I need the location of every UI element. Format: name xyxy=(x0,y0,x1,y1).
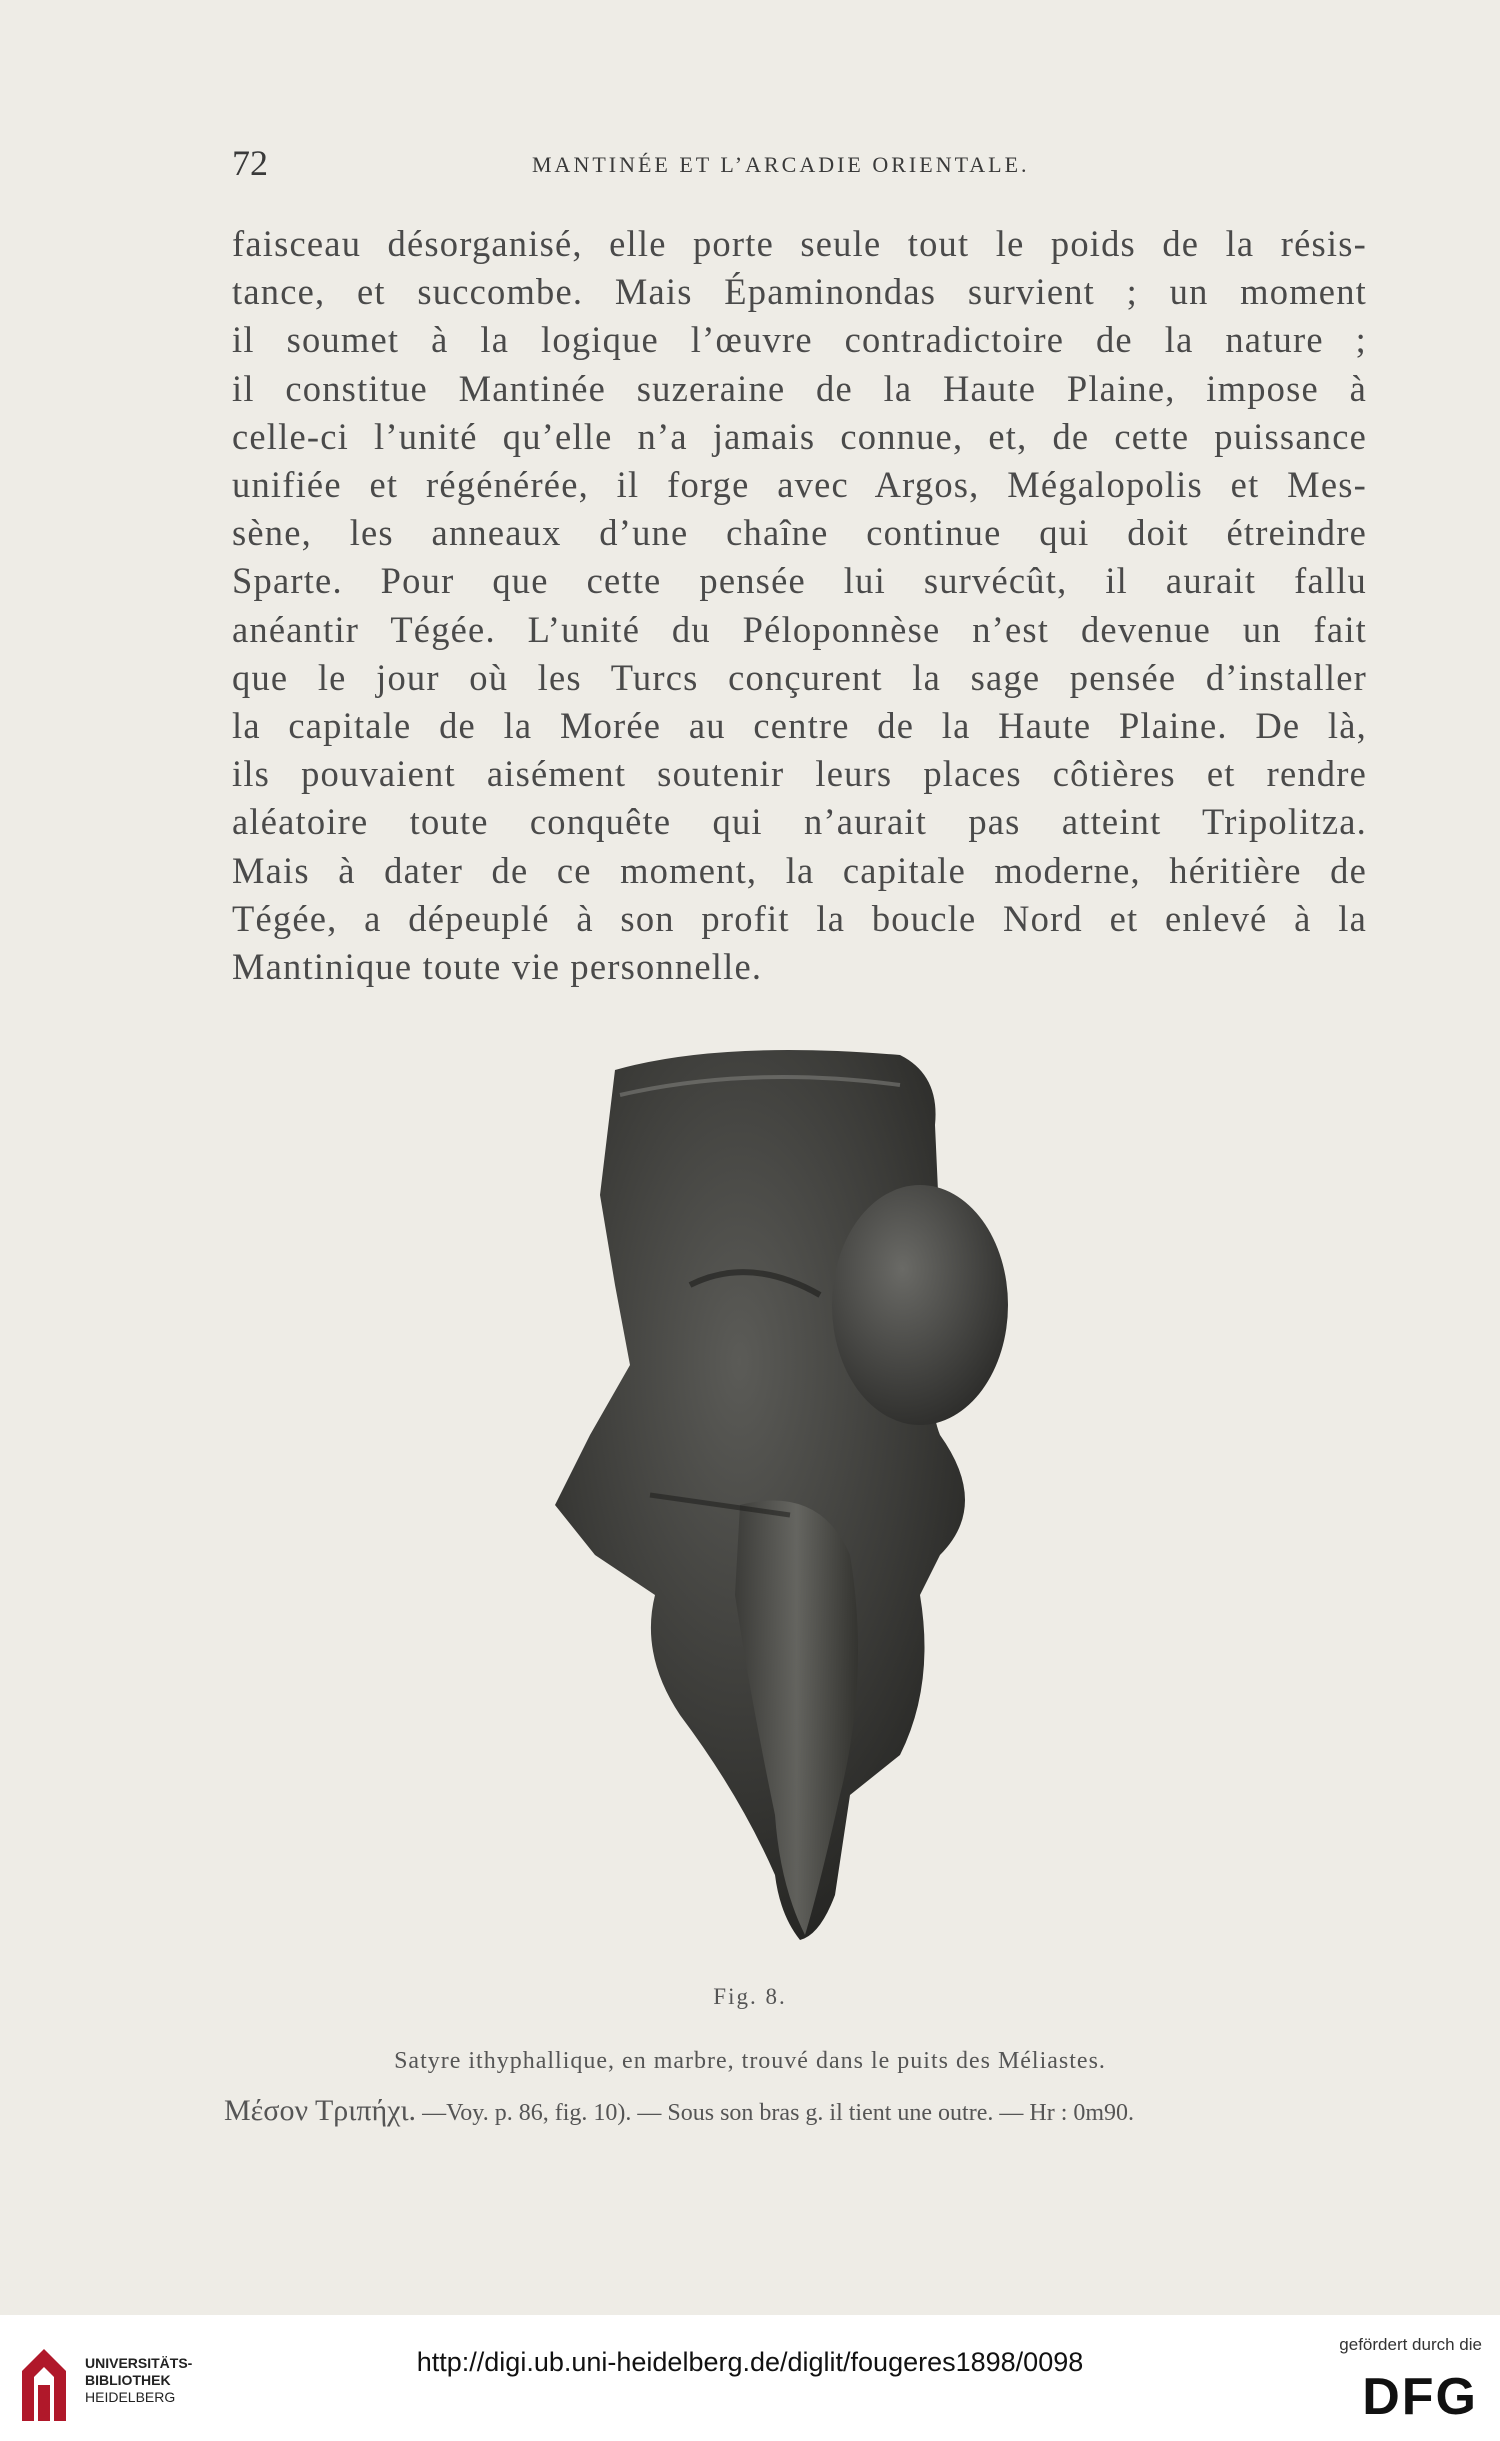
text-line: anéantir Tégée. L’unité du Péloponnèse n’est devenue un fait xyxy=(232,608,1367,650)
figure-caption: Satyre ithyphallique, en marbre, trouvé dans le puits des Méliastes. xyxy=(394,2048,1106,2074)
figure-subcaption xyxy=(224,2094,1374,2128)
body-text xyxy=(232,220,1367,991)
text-line: faisceau désorganisé, elle porte seule tout le poids de la résis- xyxy=(232,223,1367,264)
wineskin-shape xyxy=(832,1185,1008,1425)
running-title: MANTINÉE ET L’ARCADIE ORIENTALE. xyxy=(532,152,1030,177)
running-head xyxy=(232,142,1367,192)
figure-label: Fig. 8. xyxy=(713,1984,787,2009)
text-line: que le jour où les Turcs conçurent la sage pensée d’installer xyxy=(232,656,1367,698)
text-line: ils pouvaient aisément soutenir leurs places côtières et rendre xyxy=(232,753,1367,795)
text-line: il constitue Mantinée suzeraine de la Haute Plaine, impose à xyxy=(232,367,1367,409)
text-line: Tégée, a dépeuplé à son profit la boucle Nord et enlevé à la xyxy=(232,897,1367,939)
torso-shape xyxy=(555,1050,965,1940)
library-line: BIBLIOTHEK xyxy=(85,2372,171,2388)
digitization-footer xyxy=(0,2315,1500,2441)
subcaption-text: —Voy. p. 86, fig. 10). — Sous son bras g. il tient une outre. — Hr : 0m90. xyxy=(422,2100,1135,2126)
library-line: HEIDELBERG xyxy=(85,2389,176,2405)
text-line: sène, les anneaux d’une chaîne continue qui doit étreindre xyxy=(232,512,1367,554)
text-line: Mantinique toute vie personnelle. xyxy=(232,946,763,988)
text-line: Sparte. Pour que cette pensée lui survécût, il aurait fallu xyxy=(232,560,1367,602)
text-line: Mais à dater de ce moment, la capitale moderne, héritière de xyxy=(232,849,1367,891)
greek-placename: Μέσον Τριπήχι. xyxy=(224,2094,417,2127)
dfg-logo: DFG xyxy=(1362,2368,1478,2426)
funded-by-label: gefördert durch die xyxy=(1339,2335,1482,2354)
text-line: tance, et succombe. Mais Épaminondas survient ; un moment xyxy=(232,271,1367,313)
text-line: unifiée et régénérée, il forge avec Argos, Mégalopolis et Mes- xyxy=(232,464,1367,506)
figure-satyr-photo xyxy=(520,1035,1060,1965)
text-line: il soumet à la logique l’œuvre contradictoire de la nature ; xyxy=(232,319,1367,361)
text-line: celle-ci l’unité qu’elle n’a jamais connue, et, de cette puissance xyxy=(232,415,1367,457)
satyr-sculpture-image xyxy=(520,1035,1060,1965)
text-line: la capitale de la Morée au centre de la Haute Plaine. De là, xyxy=(232,705,1367,747)
source-url-link[interactable]: http://digi.ub.uni-heidelberg.de/diglit/fougeres1898/0098 xyxy=(416,2347,1084,2377)
page-number: 72 xyxy=(232,143,268,183)
library-line: UNIVERSITÄTS- xyxy=(85,2355,193,2371)
text-line: aléatoire toute conquête qui n’aurait pas atteint Tripolitza. xyxy=(232,801,1367,843)
